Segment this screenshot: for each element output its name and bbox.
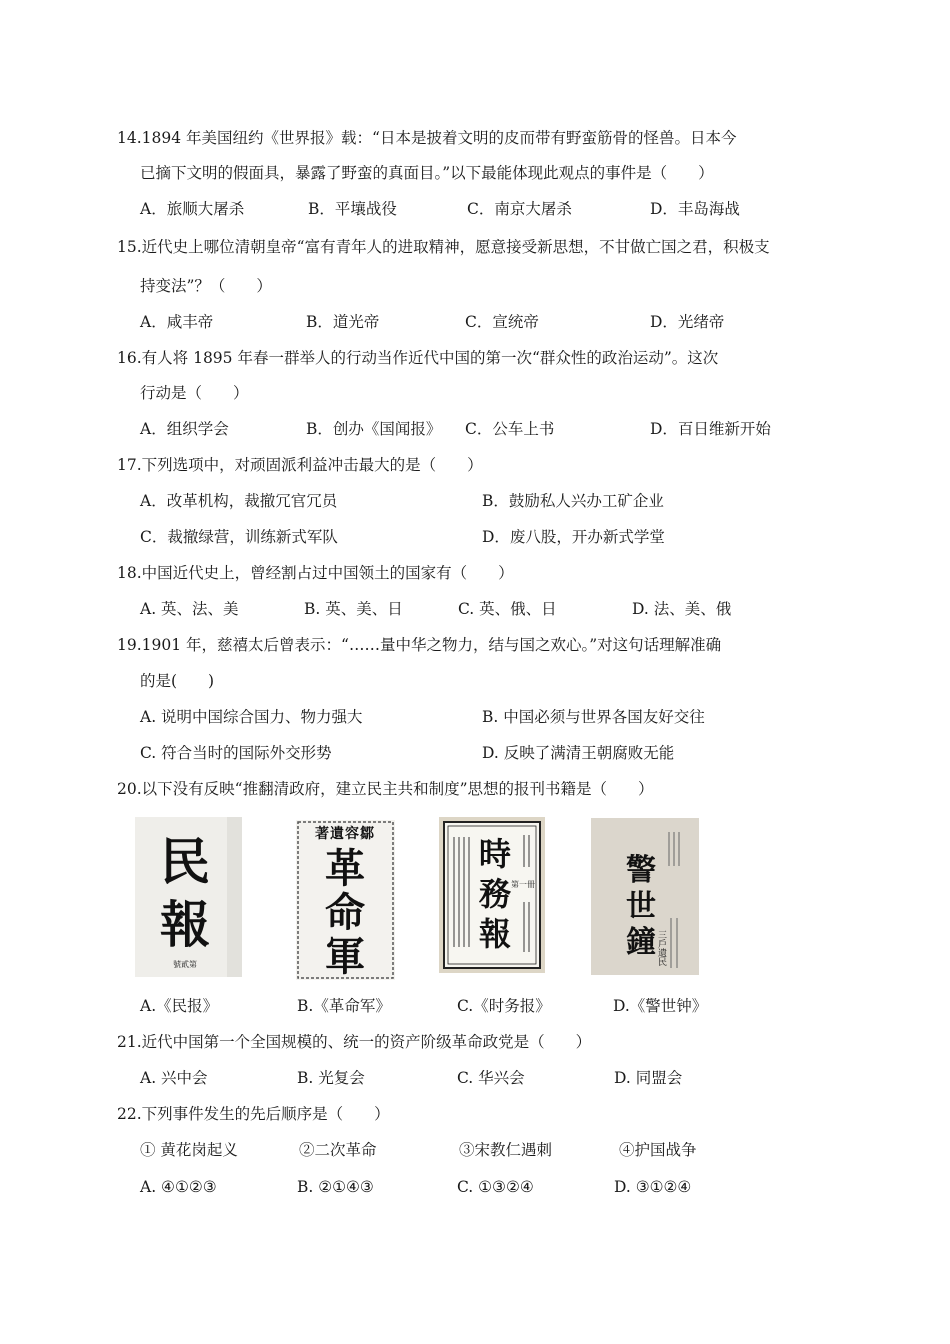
- q20-option-b[interactable]: B.《革命军》: [297, 997, 391, 1015]
- q14-line-1: [117, 128, 736, 148]
- q19-option-a[interactable]: A. 说明中国综合国力、物力强大: [140, 708, 363, 726]
- minbao-title-top: 民: [160, 832, 210, 891]
- q19-option-b[interactable]: B. 中国必须与世界各国友好交往: [482, 708, 705, 726]
- q15-option-b[interactable]: B．道光帝: [306, 313, 380, 331]
- jingshizhong-title-1: 警: [626, 853, 656, 888]
- minbao-title-bottom: 報: [160, 895, 210, 954]
- q21-option-d[interactable]: D. 同盟会: [614, 1069, 683, 1087]
- q17-option-d[interactable]: D．废八股，开办新式学堂: [482, 528, 665, 546]
- q22-option-b[interactable]: B. ②①④③: [297, 1178, 374, 1196]
- shiwubao-title-2: 務: [478, 875, 512, 913]
- q14-stem-2: 已摘下文明的假面具，暴露了野蛮的真面目。”以下最能体现此观点的事件是（ ）: [140, 164, 714, 182]
- q21-option-c[interactable]: C. 华兴会: [457, 1069, 525, 1087]
- q16-stem-1: 有人将 1895 年春一群举人的行动当作近代中国的第一次“群众性的政治运动”。这次: [141, 349, 719, 367]
- q17-line-1: [117, 455, 483, 475]
- q19-option-c[interactable]: C. 符合当时的国际外交形势: [140, 744, 332, 762]
- shiwubao-cover-image: [439, 817, 545, 973]
- q21-stem-1: 近代中国第一个全国规模的、统一的资产阶级革命政党是（ ）: [141, 1033, 592, 1051]
- q16-stem-2: 行动是（ ）: [140, 384, 249, 402]
- q14-option-a[interactable]: A．旅顺大屠杀: [140, 200, 245, 218]
- q16-number: 16.: [117, 349, 142, 367]
- q20-number: 20.: [117, 780, 142, 798]
- jingshizhong-cover-image: [591, 818, 699, 975]
- q16-option-c[interactable]: C．公车上书: [465, 420, 555, 438]
- q15-number: 15.: [117, 238, 142, 256]
- jingshizhong-side: 三戶遺民: [656, 930, 666, 966]
- q15-option-a[interactable]: A．咸丰帝: [140, 313, 214, 331]
- q15-option-c[interactable]: C．宣统帝: [465, 313, 539, 331]
- q14-option-c[interactable]: C．南京大屠杀: [467, 200, 572, 218]
- q15-stem-2: 持变法”？（ ）: [140, 277, 272, 295]
- q20-line-1: [117, 779, 654, 799]
- q17-option-c[interactable]: C．裁撤绿营，训练新式军队: [140, 528, 338, 546]
- geminjun-cover-image: [296, 820, 395, 980]
- jingshizhong-title-2: 世: [626, 889, 656, 924]
- q17-number: 17.: [117, 456, 142, 474]
- q21-option-a[interactable]: A. 兴中会: [140, 1069, 208, 1087]
- q18-option-b[interactable]: B. 英、美、日: [304, 600, 403, 618]
- q17-option-a[interactable]: A．改革机构，裁撤冗官冗员: [140, 492, 338, 510]
- q18-option-a[interactable]: A. 英、法、美: [140, 600, 239, 618]
- q22-number: 22.: [117, 1105, 142, 1123]
- jingshizhong-title-3: 鐘: [626, 925, 656, 960]
- q22-event-2: ②二次革命: [299, 1141, 377, 1159]
- q20-option-d[interactable]: D.《警世钟》: [613, 997, 708, 1015]
- q20-option-c[interactable]: C.《时务报》: [457, 997, 551, 1015]
- q18-line-1: [117, 563, 514, 583]
- q19-number: 19.: [117, 636, 142, 654]
- q16-option-d[interactable]: D．百日维新开始: [650, 420, 771, 438]
- q15-line-1: [117, 237, 770, 257]
- geminjun-title-1: 革: [325, 845, 365, 892]
- q16-line-1: [117, 348, 718, 368]
- geminjun-header: 著遺容鄒: [315, 826, 375, 842]
- q14-option-d[interactable]: D．丰岛海战: [650, 200, 740, 218]
- q18-stem-1: 中国近代史上，曾经割占过中国领土的国家有（ ）: [141, 564, 514, 582]
- q19-stem-1: 1901 年，慈禧太后曾表示：“……量中华之物力，结与国之欢心。”对这句话理解准确: [141, 636, 722, 654]
- q19-option-d[interactable]: D. 反映了满清王朝腐败无能: [482, 744, 675, 762]
- q22-event-1: ① 黄花岗起义: [140, 1141, 238, 1159]
- shiwubao-title-1: 時: [478, 835, 512, 873]
- geminjun-title-2: 命: [325, 889, 365, 936]
- minbao-footer: 號貳第: [173, 960, 197, 969]
- q22-option-a[interactable]: A. ④①②③: [140, 1178, 217, 1196]
- q16-option-a[interactable]: A．组织学会: [140, 420, 229, 438]
- q15-stem-1: 近代史上哪位清朝皇帝“富有青年人的进取精神，愿意接受新思想，不甘做亡国之君，积极支: [141, 238, 770, 256]
- shiwubao-issue: 第一冊: [511, 880, 535, 889]
- q18-option-c[interactable]: C. 英、俄、日: [458, 600, 557, 618]
- q19-stem-2: 的是( ): [140, 672, 215, 690]
- q15-option-d[interactable]: D．光绪帝: [650, 313, 725, 331]
- q21-number: 21.: [117, 1033, 142, 1051]
- q21-option-b[interactable]: B. 光复会: [297, 1069, 365, 1087]
- q20-stem-1: 以下没有反映“推翻清政府，建立民主共和制度”思想的报刊书籍是（ ）: [141, 780, 654, 798]
- q21-line-1: [117, 1032, 591, 1052]
- minbao-cover-image: [135, 817, 242, 977]
- q22-stem-1: 下列事件发生的先后顺序是（ ）: [141, 1105, 390, 1123]
- q14-number: 14.: [117, 129, 142, 147]
- q20-option-a[interactable]: A.《民报》: [140, 997, 219, 1015]
- q19-line-1: [117, 635, 721, 655]
- q22-line-1: [117, 1104, 390, 1124]
- q16-option-b[interactable]: B．创办《国闻报》: [306, 420, 442, 438]
- q14-stem-1: 1894 年美国纽约《世界报》载：“日本是披着文明的皮而带有野蛮筋骨的怪兽。日本今: [141, 129, 737, 147]
- geminjun-title-3: 軍: [325, 933, 365, 980]
- q22-option-d[interactable]: D. ③①②④: [614, 1178, 692, 1196]
- q17-stem-1: 下列选项中，对顽固派利益冲击最大的是（ ）: [141, 456, 483, 474]
- q22-event-4: ④护国战争: [619, 1141, 697, 1159]
- shiwubao-title-3: 報: [478, 915, 512, 953]
- q18-option-d[interactable]: D. 法、美、俄: [632, 600, 732, 618]
- q22-option-c[interactable]: C. ①③②④: [457, 1178, 534, 1196]
- q22-event-3: ③宋教仁遇刺: [459, 1141, 553, 1159]
- q18-number: 18.: [117, 564, 142, 582]
- q14-option-b[interactable]: B．平壤战役: [308, 200, 397, 218]
- q17-option-b[interactable]: B．鼓励私人兴办工矿企业: [482, 492, 664, 510]
